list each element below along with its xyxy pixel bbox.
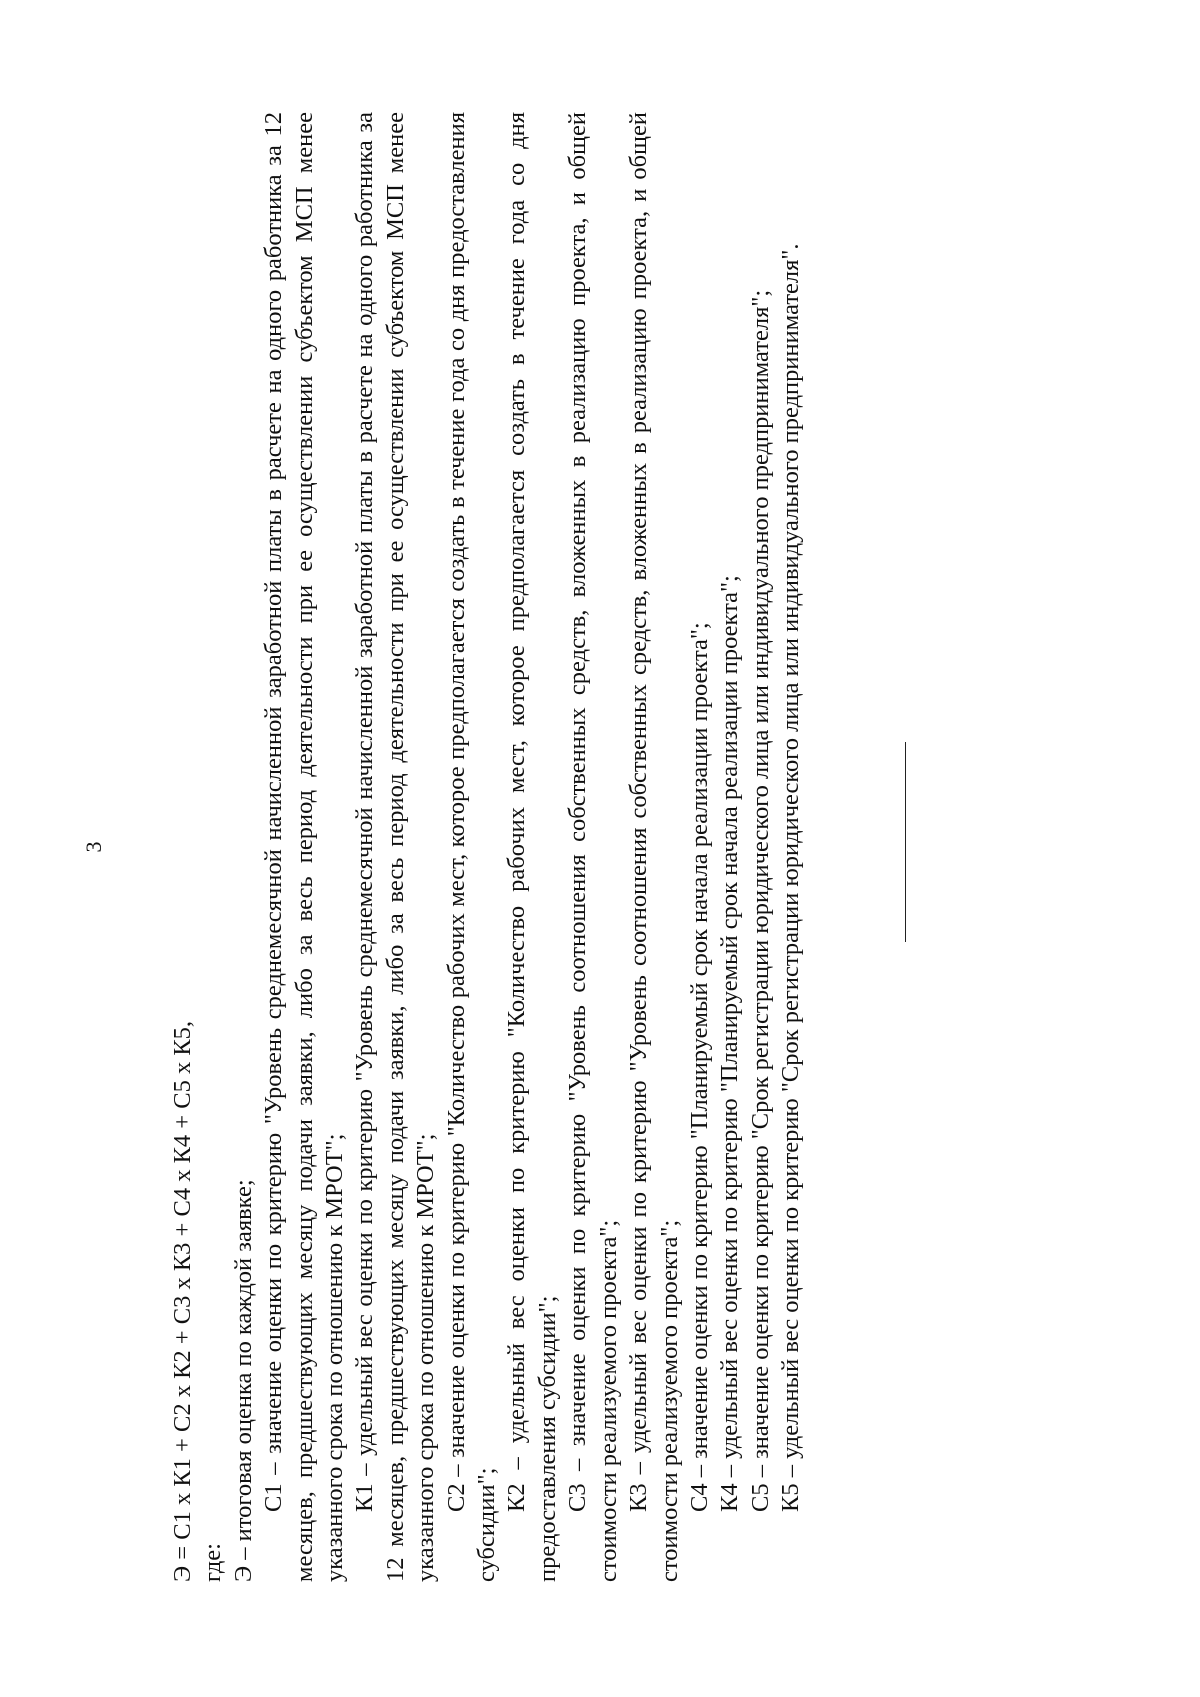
document-body (168, 112, 807, 1582)
definition-k4: К4 – удельный вес оценки по критерию "Планируемый срок начала реализации проекта"; (716, 575, 744, 1512)
definition-e: Э – итоговая оценка по каждой заявке; (229, 1179, 257, 1582)
page-number: 3 (81, 841, 106, 853)
definition-c5: С5 – значение оценки по критерию "Срок регистрации юридического лица или индивидуального предпринимателя"; (746, 289, 774, 1512)
definition-c2: С2 – значение оценки по критерию "Количество рабочих мест, которое предполагается создать в течение года со дня предоставления субсидии"; (442, 112, 501, 1582)
definition-k2: К2 – удельный вес оценки по критерию "Количество рабочих мест, которое предполагается создать в течение года со дня предоставления субсидии"; (503, 112, 561, 1582)
formula: Э = С1 x К1 + С2 x К2 + С3 x К3 + С4 x К4 + С5 x К5, (169, 1020, 196, 1582)
definition-c3: С3 – значение оценки по критерию "Уровень соотношения собственных средств, вложенных в реализацию проекта, и общей стоимости реализуемого проекта"; (564, 112, 622, 1582)
footer-separator-line (905, 742, 906, 942)
definition-k3: К3 – удельный вес оценки по критерию "Уровень соотношения собственных средств, вложенных в реализацию проекта, и общей стоимости реализуемого проекта"; (625, 112, 683, 1582)
definition-k1: К1 – удельный вес оценки по критерию "Уровень среднемесячной начисленной заработной платы в расчете на одного работника за 12 месяцев, предшествующих месяцу подачи заявки, либо за весь период деятельности при ее осуществлении субъектом МСП менее указанного срока по отношению к МРОТ"; (351, 112, 440, 1582)
definition-k5: К5 – удельный вес оценки по критерию "Срок регистрации юридического лица или индивидуального предпринимателя". (777, 243, 805, 1512)
where-label: где: (199, 1543, 227, 1582)
definition-c1: С1 – значение оценки по критерию "Уровень среднемесячной начисленной заработной платы в расчете на одного работника за 12 месяцев, предшествующих месяцу подачи заявки, либо за весь период деятельности при ее осуществлении субъектом МСП менее указанного срока по отношению к МРОТ"; (260, 112, 349, 1582)
definition-c4: С4 – значение оценки по критерию "Планируемый срок начала реализации проекта"; (685, 622, 713, 1512)
